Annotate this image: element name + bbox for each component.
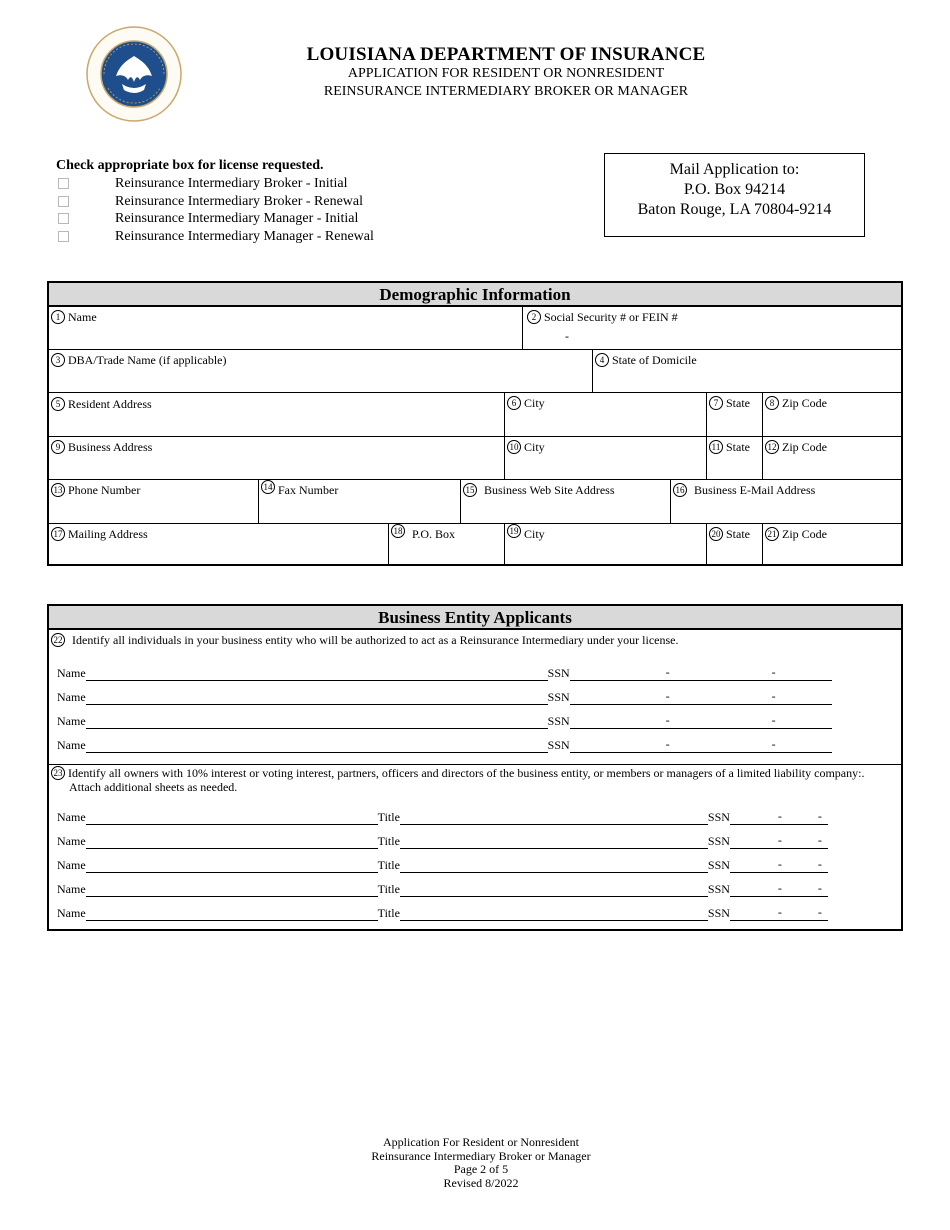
name-line[interactable] — [86, 667, 548, 681]
field-resident-zip[interactable]: 8 Zip Code — [763, 393, 901, 437]
field-mailing-address[interactable]: 17 Mailing Address — [49, 524, 389, 566]
ssn-line[interactable]: - - — [730, 811, 828, 825]
license-option[interactable]: Reinsurance Intermediary Manager - Renewal — [56, 228, 374, 246]
owner-officer-row: Name Title SSN - - — [57, 834, 828, 849]
field-mailing-state[interactable]: 20 State — [707, 524, 763, 566]
title-line[interactable] — [400, 883, 708, 897]
field-business-address[interactable]: 9 Business Address — [49, 437, 505, 480]
name-line[interactable] — [86, 691, 548, 705]
field-ssn-fein[interactable]: 2 Social Security # or FEIN # - — [523, 307, 901, 350]
field-resident-city[interactable]: 6 City — [505, 393, 707, 437]
checkbox[interactable] — [58, 178, 69, 189]
owner-officer-row: Name Title SSN - - — [57, 810, 828, 825]
ssn-line[interactable]: - - — [730, 883, 828, 897]
page-footer: Application For Resident or Nonresident Reinsurance Intermediary Broker or Manager Page 2 of 5 Revised 8/2022 — [371, 1135, 591, 1190]
ssn-line[interactable]: - - — [730, 835, 828, 849]
name-line[interactable] — [86, 835, 378, 849]
field-business-zip[interactable]: 12 Zip Code — [763, 437, 901, 480]
authorized-individual-row: Name SSN - - — [57, 666, 832, 681]
section-title: Business Entity Applicants — [49, 606, 901, 630]
field-dba-trade-name[interactable]: 3 DBA/Trade Name (if applicable) — [49, 350, 593, 393]
section-title: Demographic Information — [49, 283, 901, 307]
question-23-block: 23 Identify all owners with 10% interest or voting interest, partners, officers and directors of the business entity, or members or managers of a limited liability company:. Attach additional sheets as needed. Name Title SSN - - Name Title SSN - - Name Title SSN - - Name Title SSN - - Name Title SSN - - — [49, 764, 901, 929]
form-subtitle-1: APPLICATION FOR RESIDENT OR NONRESIDENT — [347, 66, 665, 81]
ssn-line[interactable]: - - — [570, 715, 832, 729]
department-title: LOUISIANA DEPARTMENT OF INSURANCE — [306, 44, 706, 65]
authorized-individual-row: Name SSN - - — [57, 738, 832, 753]
name-line[interactable] — [86, 883, 378, 897]
field-mailing-city[interactable]: 19 City — [505, 524, 707, 566]
name-line[interactable] — [86, 715, 548, 729]
authorized-individual-row: Name SSN - - — [57, 690, 832, 705]
ssn-line[interactable]: - - — [570, 739, 832, 753]
question-22-block: 22 Identify all individuals in your business entity who will be authorized to act as a Reinsurance Intermediary under your license. Name SSN - - Name SSN - - Name SSN - - Name SSN - - — [49, 630, 901, 765]
ssn-line[interactable]: - - — [570, 667, 832, 681]
license-question: Check appropriate box for license requested. — [56, 158, 324, 173]
field-resident-state[interactable]: 7 State — [707, 393, 763, 437]
checkbox[interactable] — [58, 196, 69, 207]
title-line[interactable] — [400, 811, 708, 825]
mail-address-box: Mail Application to: P.O. Box 94214 Baton Rouge, LA 70804-9214 — [604, 153, 865, 237]
ssn-line[interactable]: - - — [570, 691, 832, 705]
name-line[interactable] — [86, 907, 378, 921]
license-option[interactable]: Reinsurance Intermediary Broker - Renewal — [56, 193, 374, 211]
field-business-email[interactable]: 16 Business E-Mail Address — [671, 480, 901, 524]
field-phone-number[interactable]: 13 Phone Number — [49, 480, 259, 524]
field-fax-number[interactable]: 14 Fax Number — [259, 480, 461, 524]
name-line[interactable] — [86, 859, 378, 873]
ssn-line[interactable]: - - — [730, 859, 828, 873]
name-line[interactable] — [86, 811, 378, 825]
business-entity-section — [47, 604, 903, 931]
field-business-state[interactable]: 11 State — [707, 437, 763, 480]
title-line[interactable] — [400, 859, 708, 873]
demographic-section — [47, 281, 903, 566]
title-line[interactable] — [400, 835, 708, 849]
field-state-of-domicile[interactable]: 4 State of Domicile — [593, 350, 901, 393]
authorized-individual-row: Name SSN - - — [57, 714, 832, 729]
form-subtitle-2: REINSURANCE INTERMEDIARY BROKER OR MANAGER — [323, 84, 689, 99]
field-business-web-site[interactable]: 15 Business Web Site Address — [461, 480, 671, 524]
title-line[interactable] — [400, 907, 708, 921]
owner-officer-row: Name Title SSN - - — [57, 906, 828, 921]
field-business-city[interactable]: 10 City — [505, 437, 707, 480]
field-name[interactable]: 1 Name — [49, 307, 523, 350]
ssn-line[interactable]: - - — [730, 907, 828, 921]
license-type-section — [56, 158, 374, 245]
field-po-box[interactable]: 18 P.O. Box — [389, 524, 505, 566]
name-line[interactable] — [86, 739, 548, 753]
owner-officer-row: Name Title SSN - - — [57, 882, 828, 897]
checkbox[interactable] — [58, 213, 69, 224]
owner-officer-row: Name Title SSN - - — [57, 858, 828, 873]
license-option[interactable]: Reinsurance Intermediary Broker - Initial — [56, 175, 374, 193]
field-mailing-zip[interactable]: 21 Zip Code — [763, 524, 901, 566]
checkbox[interactable] — [58, 231, 69, 242]
license-option[interactable]: Reinsurance Intermediary Manager - Initial — [56, 210, 374, 228]
field-resident-address[interactable]: 5 Resident Address — [49, 393, 505, 437]
